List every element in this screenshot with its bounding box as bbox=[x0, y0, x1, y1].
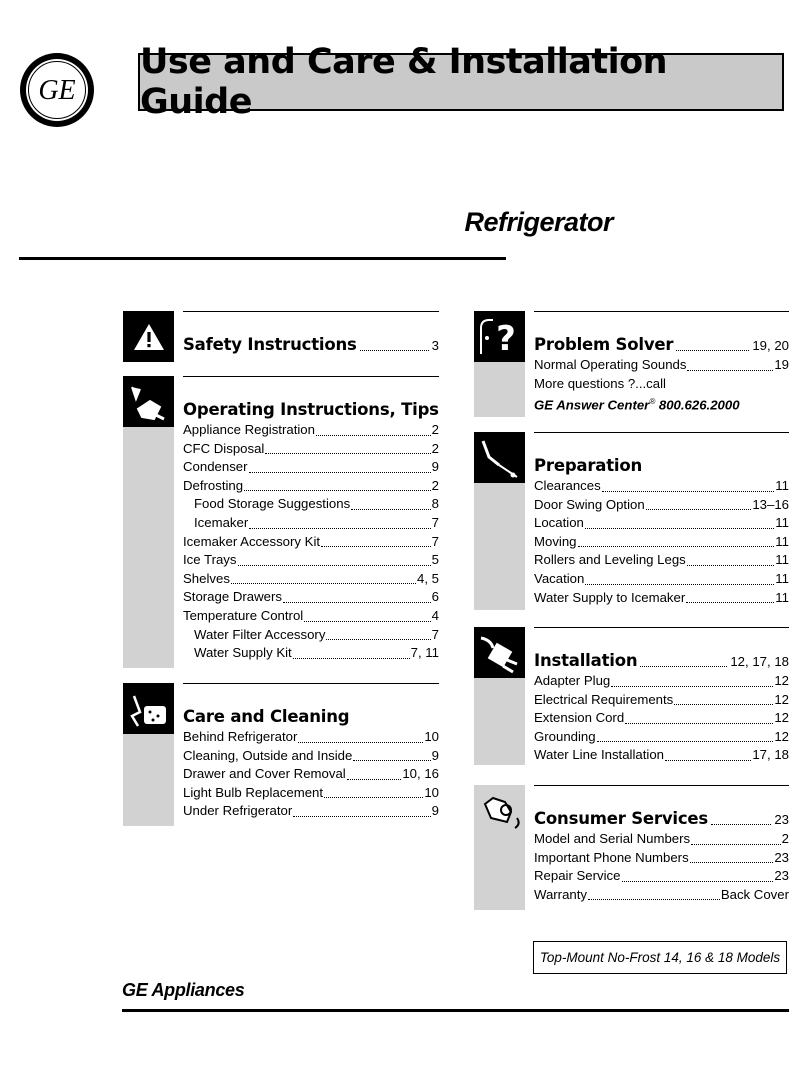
ge-logo-text: GE bbox=[38, 75, 76, 106]
section-item-list bbox=[534, 477, 789, 607]
brand-name: GE Appliances bbox=[122, 980, 245, 1000]
toc-entry-page: 11 bbox=[775, 589, 789, 605]
toc-entry-page: 4 bbox=[431, 607, 439, 623]
toc-entry bbox=[183, 533, 439, 552]
toc-entry-label: Icemaker bbox=[194, 514, 249, 530]
toc-entry-label: Adapter Plug bbox=[534, 673, 611, 688]
section-rule bbox=[183, 376, 439, 377]
toc-entry bbox=[183, 570, 439, 589]
toc-entry-page: 10 bbox=[424, 784, 439, 800]
toc-entry-page: 2 bbox=[781, 831, 789, 846]
section-heading: Safety Instructions bbox=[183, 335, 357, 354]
section-heading: Consumer Services bbox=[534, 809, 709, 828]
svg-text:?: ? bbox=[495, 318, 516, 359]
toc-entry-page: Back Cover bbox=[720, 886, 789, 902]
section-heading: Problem Solver bbox=[534, 335, 674, 354]
section-item-list bbox=[183, 421, 439, 663]
toc-entry-page: 23 bbox=[774, 849, 789, 865]
toc-entry-label: Important Phone Numbers bbox=[534, 849, 689, 865]
dot-leader bbox=[691, 844, 781, 845]
bottom-divider bbox=[122, 1009, 789, 1012]
dot-leader bbox=[674, 704, 773, 705]
toc-entry bbox=[534, 849, 789, 868]
toc-entry bbox=[183, 644, 439, 663]
toc-entry-page: 12 bbox=[774, 673, 789, 688]
toc-entry bbox=[534, 589, 789, 608]
toc-entry bbox=[534, 886, 789, 905]
toc-entry-page: 2 bbox=[431, 440, 439, 456]
toc-entry-page: 2 bbox=[431, 422, 439, 437]
toc-entry bbox=[534, 672, 789, 691]
toc-entry-page: 7 bbox=[431, 533, 439, 549]
toc-entry-page: 12 bbox=[774, 710, 789, 726]
toc-entry bbox=[534, 746, 789, 765]
dot-leader bbox=[622, 881, 774, 882]
page-title bbox=[138, 42, 784, 122]
section-installation bbox=[474, 627, 789, 767]
toc-entry bbox=[183, 802, 439, 821]
dot-leader bbox=[249, 528, 430, 529]
toc-entry-label: CFC Disposal bbox=[183, 440, 265, 456]
toc-entry bbox=[183, 495, 439, 514]
dot-leader bbox=[578, 546, 775, 547]
toc-entry-page: 10, 16 bbox=[402, 766, 439, 782]
question-mark-icon bbox=[474, 311, 525, 362]
toc-entry-label: Vacation bbox=[534, 570, 585, 586]
toc-entry bbox=[183, 421, 439, 440]
toc-entry-label: Rollers and Leveling Legs bbox=[534, 552, 686, 568]
dot-leader bbox=[665, 760, 751, 761]
toc-entry-page: 2 bbox=[431, 477, 439, 493]
section-heading-page: 12, 17, 18 bbox=[730, 654, 789, 669]
dot-leader bbox=[283, 602, 431, 603]
toc-entry bbox=[183, 588, 439, 607]
toc-entry bbox=[534, 551, 789, 570]
dot-leader bbox=[324, 797, 423, 798]
toc-entry bbox=[183, 765, 439, 784]
answer-center-name: GE Answer Center bbox=[534, 397, 650, 413]
toc-entry bbox=[183, 551, 439, 570]
toc-entry-label: Normal Operating Sounds bbox=[534, 357, 687, 372]
toc-entry-page: 11 bbox=[775, 515, 789, 531]
toc-entry-page: 10 bbox=[424, 729, 439, 744]
toc-entry bbox=[183, 477, 439, 496]
section-problem-solver bbox=[474, 311, 789, 419]
toc-entry bbox=[183, 626, 439, 645]
toc-entry bbox=[534, 867, 789, 886]
toc-entry bbox=[183, 607, 439, 626]
dot-leader bbox=[353, 760, 430, 761]
toc-entry-label: Drawer and Cover Removal bbox=[183, 766, 346, 782]
dot-leader bbox=[238, 565, 431, 566]
toc-entry-label: Repair Service bbox=[534, 868, 621, 884]
toc-entry bbox=[534, 691, 789, 710]
section-heading: Installation bbox=[534, 651, 638, 670]
section-rule bbox=[534, 432, 789, 433]
section-rule bbox=[534, 311, 789, 312]
section-item-list bbox=[183, 728, 439, 821]
toc-entry bbox=[183, 728, 439, 747]
section-item-list bbox=[534, 830, 789, 904]
toc-entry-page: 13–16 bbox=[752, 496, 789, 512]
toc-entry-label: Light Bulb Replacement bbox=[183, 784, 324, 800]
toc-entry-page: 23 bbox=[774, 868, 789, 884]
toc-entry-label: Water Supply to Icemaker bbox=[534, 589, 686, 605]
toc-entry-label: Grounding bbox=[534, 728, 596, 744]
toc-entry-page: 17, 18 bbox=[752, 747, 789, 763]
toc-entry bbox=[534, 356, 789, 375]
page-subtitle: Refrigerator bbox=[464, 207, 613, 237]
toc-entry-label: Water Filter Accessory bbox=[194, 626, 326, 642]
toc-entry-label: Clearances bbox=[534, 478, 601, 493]
toc-entry-page: 11 bbox=[775, 570, 789, 586]
warning-triangle-icon bbox=[123, 311, 174, 362]
telephone-icon bbox=[474, 785, 525, 836]
dot-leader bbox=[611, 686, 773, 687]
section-care-and-cleaning bbox=[123, 683, 439, 828]
section-safety-instructions bbox=[123, 311, 439, 366]
dot-leader bbox=[602, 491, 775, 492]
dot-leader bbox=[625, 723, 773, 724]
toc-entry bbox=[534, 709, 789, 728]
dot-leader bbox=[249, 472, 431, 473]
section-operating-instructions bbox=[123, 376, 439, 670]
section-item-list bbox=[534, 672, 789, 765]
toc-entry-page: 9 bbox=[431, 803, 439, 819]
toc-entry-label: Location bbox=[534, 515, 584, 531]
dot-leader bbox=[585, 528, 774, 529]
toc-entry bbox=[534, 477, 789, 496]
toc-entry-page: 12 bbox=[774, 728, 789, 744]
dot-leader bbox=[265, 453, 430, 454]
section-heading-page: 19, 20 bbox=[752, 338, 789, 353]
toc-entry-label: Temperature Control bbox=[183, 607, 304, 623]
toc-entry-label: Water Line Installation bbox=[534, 747, 664, 763]
toc-entry-page: 9 bbox=[431, 459, 439, 475]
toc-entry-label: Ice Trays bbox=[183, 552, 237, 568]
answer-center-phone: 800.626.2000 bbox=[658, 397, 740, 413]
toc-entry-label: Storage Drawers bbox=[183, 589, 282, 605]
hand-screwdriver-icon bbox=[474, 432, 525, 483]
toc-entry bbox=[534, 533, 789, 552]
power-plug-icon bbox=[474, 627, 525, 678]
toc-entry-page: 7, 11 bbox=[410, 645, 439, 661]
toc-entry-label: Door Swing Option bbox=[534, 496, 645, 512]
dot-leader bbox=[293, 816, 430, 817]
toc-entry-label: Under Refrigerator bbox=[183, 803, 293, 819]
dot-leader bbox=[326, 639, 430, 640]
models-text: Top-Mount No-Frost 14, 16 & 18 Models bbox=[539, 950, 781, 965]
dot-leader bbox=[646, 509, 752, 510]
toc-entry-label: Shelves bbox=[183, 570, 230, 586]
toc-entry-label: Icemaker Accessory Kit bbox=[183, 533, 321, 549]
toc-entry-label: Behind Refrigerator bbox=[183, 729, 298, 744]
dot-leader bbox=[316, 435, 431, 436]
dot-leader bbox=[690, 862, 774, 863]
toc-entry-page: 5 bbox=[431, 552, 439, 568]
dot-leader bbox=[597, 741, 774, 742]
section-rule bbox=[183, 683, 439, 684]
section-heading-page: 23 bbox=[774, 812, 789, 827]
dot-leader bbox=[293, 658, 410, 659]
toc-entry-page: 8 bbox=[431, 496, 439, 512]
toc-entry-page: 19 bbox=[774, 357, 789, 372]
answer-center-line bbox=[534, 393, 789, 415]
dot-leader bbox=[304, 621, 430, 622]
toc-entry bbox=[534, 496, 789, 515]
section-rule bbox=[534, 785, 789, 786]
dot-leader bbox=[585, 584, 774, 585]
dot-leader bbox=[351, 509, 430, 510]
toc-entry bbox=[534, 728, 789, 747]
ge-logo bbox=[19, 52, 95, 128]
toc-entry bbox=[183, 514, 439, 533]
registered-mark: ® bbox=[649, 397, 656, 407]
hand-sponge-icon bbox=[123, 683, 174, 734]
toc-entry-label: Defrosting bbox=[183, 477, 244, 493]
more-questions-text: More questions ?...call bbox=[534, 375, 666, 391]
section-rule bbox=[183, 311, 439, 312]
toc-entry-label: Warranty bbox=[534, 886, 588, 902]
hand-pointing-icon bbox=[123, 376, 174, 427]
toc-entry bbox=[183, 747, 439, 766]
dot-leader bbox=[687, 370, 773, 371]
toc-entry-page: 6 bbox=[431, 589, 439, 605]
toc-entry-label: Model and Serial Numbers bbox=[534, 831, 691, 846]
dot-leader bbox=[588, 899, 720, 900]
section-heading: Care and Cleaning bbox=[183, 707, 350, 726]
toc-entry-page: 7 bbox=[431, 626, 439, 642]
toc-entry-page: 9 bbox=[431, 747, 439, 763]
toc-entry-label: Appliance Registration bbox=[183, 422, 315, 437]
page-title-text: Use and Care & Installation Guide bbox=[140, 42, 668, 122]
models-note bbox=[533, 941, 787, 974]
dot-leader bbox=[687, 565, 775, 566]
dot-leader bbox=[244, 490, 431, 491]
section-item-list bbox=[534, 356, 789, 375]
toc-entry bbox=[183, 458, 439, 477]
dot-leader bbox=[321, 546, 431, 547]
toc-entry bbox=[183, 440, 439, 459]
toc-entry bbox=[534, 830, 789, 849]
section-heading-page: 3 bbox=[431, 338, 439, 353]
toc-entry bbox=[183, 784, 439, 803]
section-heading: Preparation bbox=[534, 456, 643, 475]
section-heading: Operating Instructions, Tips bbox=[183, 400, 439, 419]
toc-entry-page: 12 bbox=[774, 691, 789, 707]
section-rule bbox=[534, 627, 789, 628]
toc-entry-label: Electrical Requirements bbox=[534, 691, 674, 707]
section-consumer-services bbox=[474, 785, 789, 911]
toc-entry-label: Cleaning, Outside and Inside bbox=[183, 747, 353, 763]
section-preparation bbox=[474, 432, 789, 612]
toc-entry-label: Extension Cord bbox=[534, 710, 625, 726]
toc-entry-page: 7 bbox=[431, 514, 439, 530]
toc-entry-page: 11 bbox=[775, 533, 789, 549]
toc-entry-label: Water Supply Kit bbox=[194, 645, 292, 661]
dot-leader bbox=[686, 602, 774, 603]
dot-leader bbox=[298, 742, 423, 743]
toc-entry-page: 11 bbox=[775, 478, 789, 493]
dot-leader bbox=[231, 583, 416, 584]
toc-entry bbox=[534, 570, 789, 589]
dot-leader bbox=[347, 779, 402, 780]
toc-entry-page: 4, 5 bbox=[417, 570, 439, 586]
toc-entry bbox=[534, 514, 789, 533]
toc-entry-page: 11 bbox=[775, 552, 789, 568]
toc-entry-label: Moving bbox=[534, 533, 577, 549]
toc-entry-label: Condenser bbox=[183, 459, 248, 475]
toc-entry-label: Food Storage Suggestions bbox=[194, 496, 351, 512]
top-divider bbox=[19, 257, 506, 260]
